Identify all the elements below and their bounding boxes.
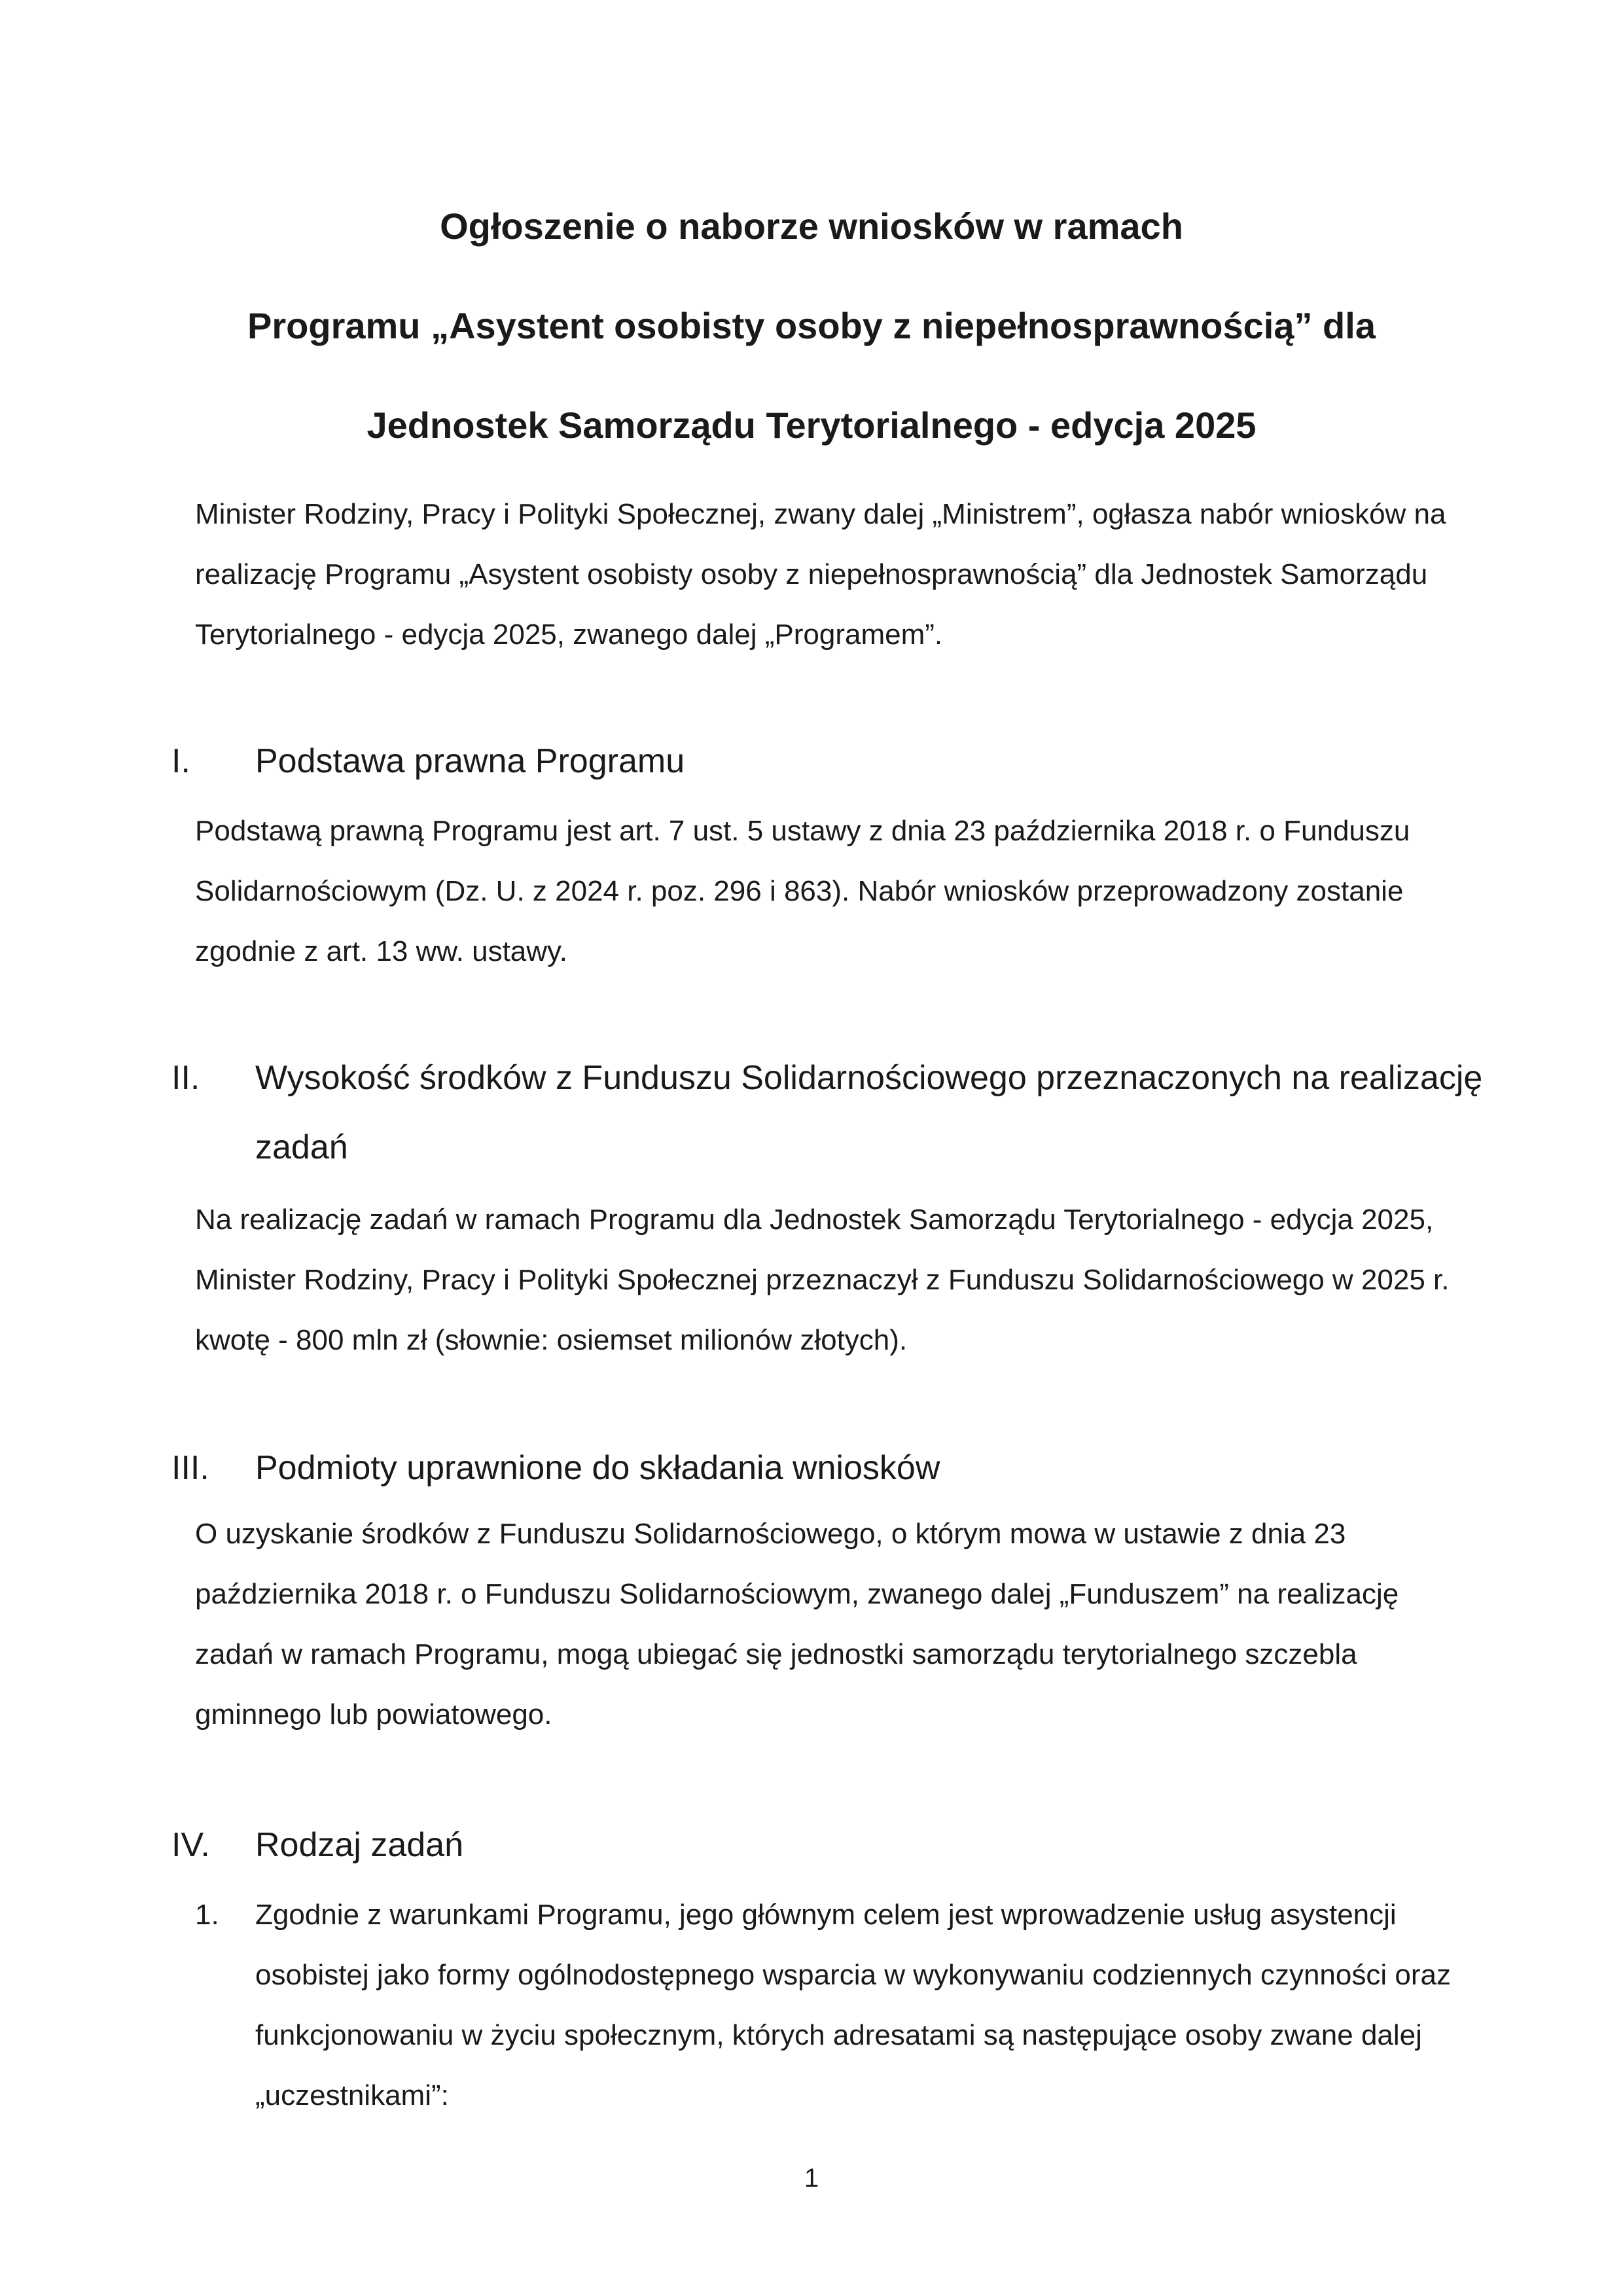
title-line-3: Jednostek Samorządu Terytorialnego - edycja 2025 [366,404,1257,446]
section-title-2: Wysokość środków z Funduszu Solidarnościowego przeznaczonych na realizację zadań [255,1059,1483,1166]
section-heading-1 [171,726,685,796]
section-title-4: Rodzaj zadań [255,1826,463,1864]
title-line-2: Programu „Asystent osobisty osoby z niepełnosprawnością” dla [247,305,1376,346]
section-title-1: Podstawa prawna Programu [255,742,685,780]
section-title-3: Podmioty uprawnione do składania wniosków [255,1449,940,1487]
document-title [0,177,1623,475]
section-body-2: Na realizację zadań w ramach Programu dla Jednostek Samorządu Terytorialnego - edycja 2025, Minister Rodziny, Pracy i Polityki Społecznej przeznaczył z Funduszu Solidarnościowego w 2025 r. kwotę - 800 mln zł (słownie: osiemset milionów złotych). [195,1204,1450,1356]
title-line-1: Ogłoszenie o naborze wniosków w ramach [440,206,1183,247]
section-number-1: I. [171,742,190,780]
section-heading-2 [171,1043,1507,1182]
section-heading-4 [171,1810,463,1880]
list-item-number: 1. [195,1899,219,1931]
list-item-text: Zgodnie z warunkami Programu, jego głównym celem jest wprowadzenie usług asystencji osobistej jako formy ogólnodostępnego wsparcia w wykonywaniu codziennych czynności oraz funkcjonowaniu w życiu społecznym, których adresatami są następujące osoby zwane dalej „uczestnikami”: [255,1899,1451,2111]
list-item [195,1885,1458,2126]
section-heading-3 [171,1433,940,1503]
section-number-2: II. [171,1059,200,1097]
section-body-3: O uzyskanie środków z Funduszu Solidarnościowego, o którym mowa w ustawie z dnia 23 października 2018 r. o Funduszu Solidarnościowym, zwanego dalej „Funduszem” na realizację zadań w ramach Programu, mogą ubiegać się jednostki samorządu terytorialnego szczebla gminnego lub powiatowego. [195,1518,1399,1731]
section-number-4: IV. [171,1826,210,1864]
page-number: 1 [804,2164,819,2193]
section-number-3: III. [171,1449,209,1487]
intro-paragraph: Minister Rodziny, Pracy i Polityki Społecznej, zwany dalej „Ministrem”, ogłasza nabór wniosków na realizację Programu „Asystent osobisty osoby z niepełnosprawnością” dla Jednostek Samorządu Terytorialnego - edycja 2025, zwanego dalej „Programem”. [195,498,1446,651]
section-body-1: Podstawą prawną Programu jest art. 7 ust. 5 ustawy z dnia 23 października 2018 r. o Funduszu Solidarnościowym (Dz. U. z 2024 r. poz. 296 i 863). Nabór wniosków przeprowadzony zostanie zgodnie z art. 13 ww. ustawy. [195,815,1410,967]
